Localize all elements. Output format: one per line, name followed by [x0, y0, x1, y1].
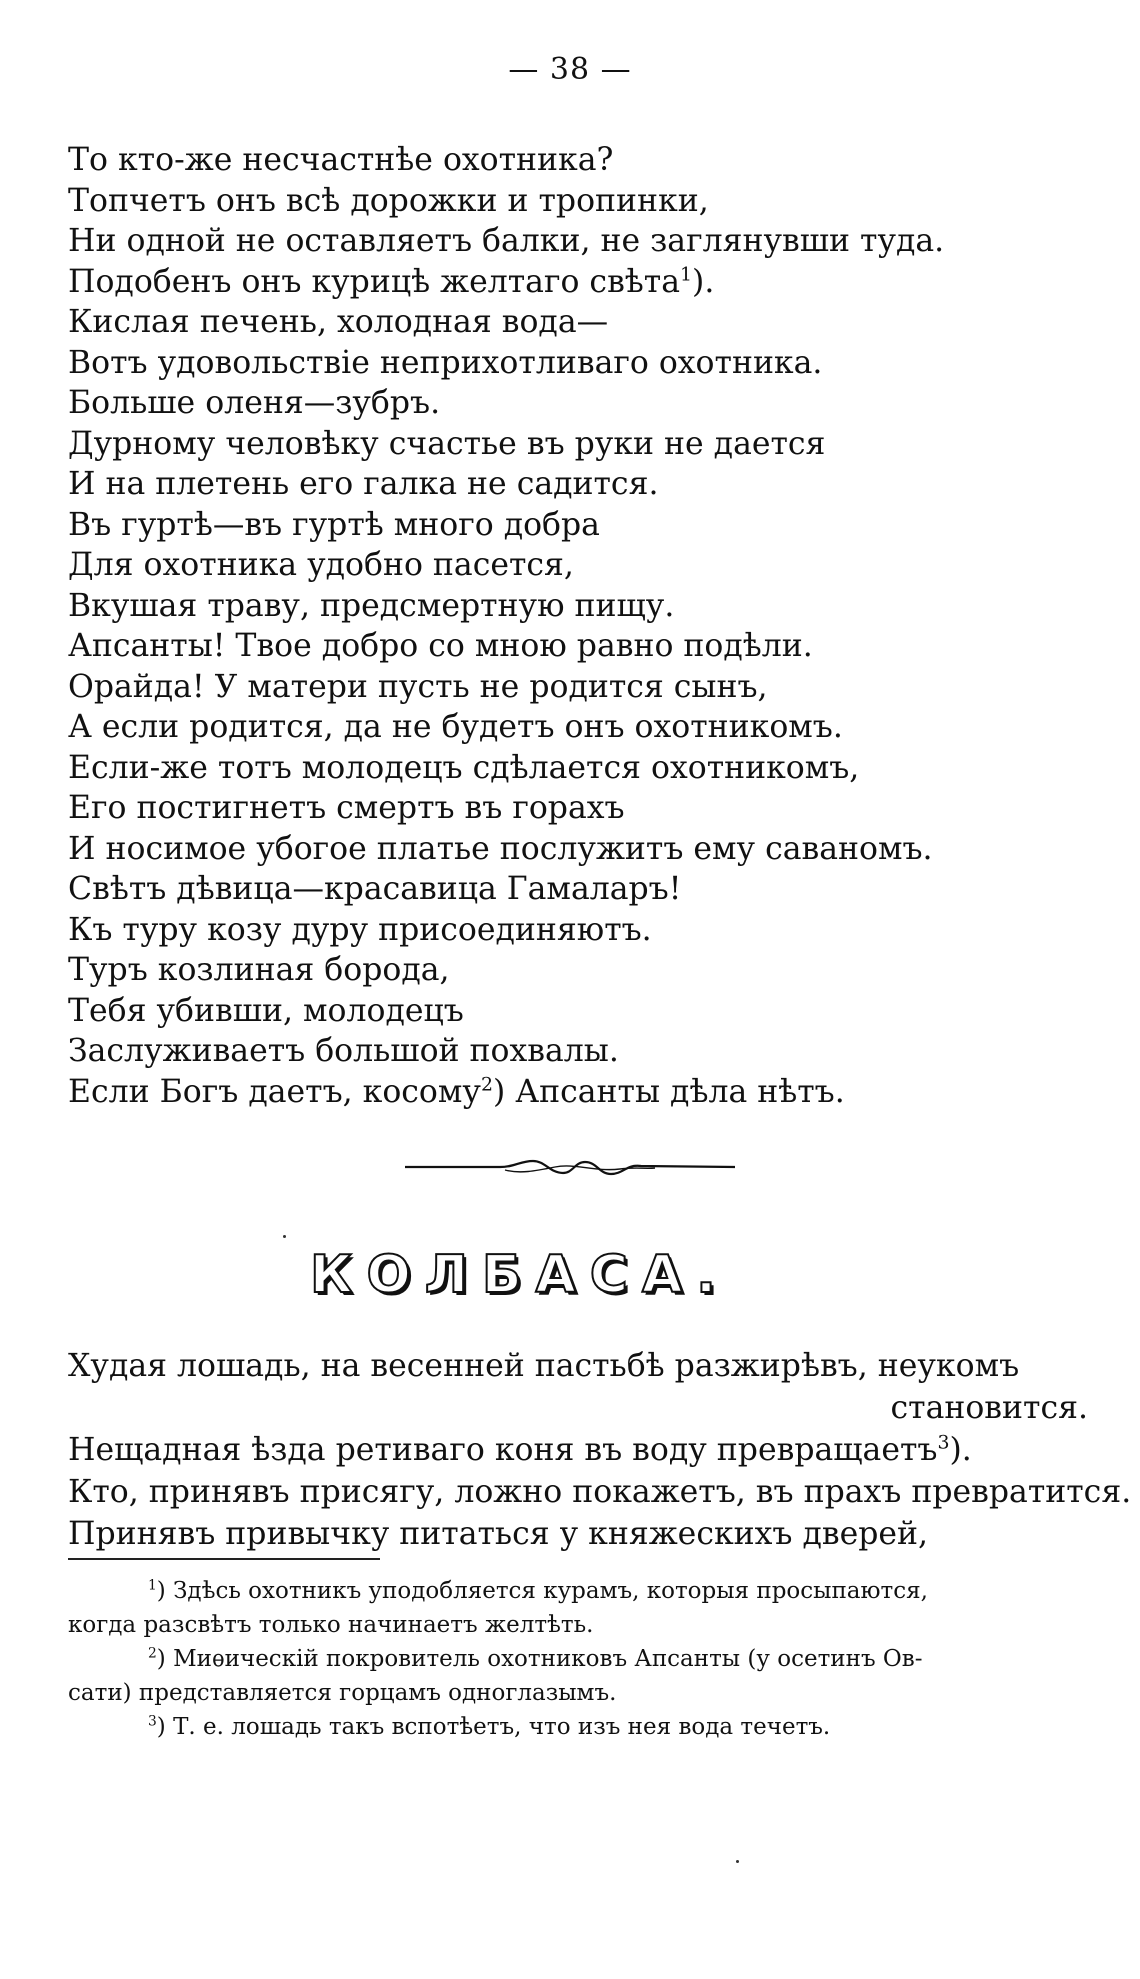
poem-line-text: И носимое убогое платье послужитъ ему саваномъ.	[68, 830, 933, 867]
prose-line	[68, 1513, 1088, 1555]
footnote	[68, 1574, 1088, 1642]
footnote-marker: 1	[680, 263, 693, 285]
poem-line-text: Если Богъ даетъ, косому	[68, 1073, 481, 1110]
poem-line-text: То кто-же несчастнѣе охотника?	[68, 142, 614, 178]
poem-line	[68, 788, 1088, 829]
prose-line-text: Нещадная ѣзда ретиваго коня въ воду превращаетъ	[68, 1432, 938, 1468]
poem-line-text: Въ гуртѣ—въ гуртѣ много добра	[68, 506, 600, 543]
poem-line	[68, 707, 1088, 748]
footnote-text: сати) представляется горцамъ одноглазымъ.	[68, 1680, 617, 1706]
footnote-line	[68, 1676, 1088, 1710]
poem-line-text: Заслуживаетъ большой похвалы.	[68, 1033, 619, 1069]
footnotes	[68, 1574, 1088, 1744]
poem-line-text: Кислая печень, холодная вода—	[68, 304, 609, 340]
footnote-line	[68, 1608, 1088, 1642]
footnote-text: Миѳическій покровитель охотниковъ Апсанты (у осетинъ Ов-	[173, 1646, 923, 1672]
footnote	[68, 1642, 1088, 1710]
prose-line	[68, 1387, 1088, 1429]
poem-line-text: И на плетень его галка не садится.	[68, 466, 659, 502]
print-speck	[736, 1860, 739, 1863]
poem-line-text: Для охотника удобно пасется,	[68, 547, 574, 583]
poem-line-text: Тебя убивши, молодецъ	[68, 992, 464, 1029]
footnote-text: Т. е. лошадь такъ вспотѣетъ, что изъ нея вода течетъ.	[173, 1714, 831, 1740]
poem-line	[68, 383, 1088, 424]
poem-line-text: Свѣтъ дѣвица—красавица Гамаларъ!	[68, 871, 682, 907]
footnote-marker: 3	[937, 1431, 950, 1454]
footnote-rule	[68, 1558, 380, 1560]
footnote-line: $^1$) Здѣсь охотникъ уподобляется курамъ, которыя просыпаются,	[148, 1577, 928, 1604]
poem-line-text: А если родится, да не будетъ онъ охотникомъ.	[68, 709, 843, 745]
poem-line	[68, 586, 1088, 627]
poem-line-text: Его постигнетъ смертъ въ горахъ	[68, 790, 625, 826]
section-title: КОЛБАСА.	[310, 1245, 730, 1305]
poem-line	[68, 424, 1088, 465]
footnote	[68, 1710, 1088, 1744]
poem-line-text: Къ туру козу дуру присоединяютъ.	[68, 911, 652, 948]
poem-line	[68, 748, 1088, 789]
prose-line-text: Кто, принявъ присягу, ложно покажетъ, въ прахъ превратится.	[68, 1474, 1132, 1510]
poem-line	[68, 910, 1088, 951]
poem-line	[68, 464, 1088, 505]
footnote-number: 1	[148, 1577, 157, 1594]
poem-line	[68, 1072, 1088, 1113]
ornament-divider	[405, 1152, 735, 1182]
footnote-text: когда разсвѣтъ только начинаетъ желтѣть.	[68, 1612, 594, 1638]
poem-line	[68, 262, 1088, 303]
print-speck	[283, 1235, 286, 1238]
poem-line-text: Вотъ удовольствіе неприхотливаго охотника.	[68, 344, 823, 381]
footnote-number: 3	[148, 1713, 157, 1730]
poem-line-text: Если-же тотъ молодецъ сдѣлается охотникомъ,	[68, 749, 860, 786]
page-number: — 38 —	[508, 52, 632, 87]
poem-line	[68, 343, 1088, 384]
poem-line	[68, 829, 1088, 870]
footnote-text: Здѣсь охотникъ уподобляется курамъ, которыя просыпаются,	[173, 1578, 928, 1604]
poem-line	[68, 545, 1088, 586]
poem-line	[68, 869, 1088, 910]
poem	[68, 140, 1088, 1112]
poem-line-text-after: ) Апсанты дѣла нѣтъ.	[492, 1073, 845, 1110]
poem-line-text: Больше оленя—зубръ.	[68, 385, 441, 421]
poem-line-text: Подобенъ онъ курицѣ желтаго свѣта	[68, 263, 681, 300]
footnote-marker: 2	[480, 1073, 493, 1095]
poem-line	[68, 1031, 1088, 1072]
prose-line-text: Принявъ привычку питаться у княжескихъ дверей,	[68, 1516, 929, 1552]
footnote-line: $^2$) Миѳическій покровитель охотниковъ Апсанты (у осетинъ Ов-	[148, 1645, 923, 1672]
poem-line-text: Ни одной не оставляетъ балки, не заглянувши туда.	[68, 223, 945, 259]
poem-line	[68, 626, 1088, 667]
prose-text	[68, 1345, 1132, 1555]
prose-line-text-after: ).	[949, 1432, 972, 1468]
poem-line-text: Топчетъ онъ всѣ дорожки и тропинки,	[68, 182, 709, 219]
poem-line	[68, 181, 1088, 222]
prose-line	[68, 1429, 1088, 1471]
poem-line	[68, 667, 1088, 708]
poem-line	[68, 950, 1088, 991]
poem-line	[68, 505, 1088, 546]
footnote-line: $^3$) Т. е. лошадь такъ вспотѣетъ, что изъ нея вода течетъ.	[148, 1713, 831, 1740]
prose-line	[68, 1345, 1088, 1387]
poem-line-text: Орайда! У матери пусть не родится сынъ,	[68, 668, 768, 705]
poem-line-text: Туръ козлиная борода,	[68, 952, 450, 988]
poem-line-text-after: ).	[692, 263, 715, 300]
poem-line	[68, 140, 1088, 181]
poem-line-text: Апсанты! Твое добро со мною равно подѣли.	[68, 628, 813, 664]
poem-line	[68, 221, 1088, 262]
poem-line-text: Вкушая траву, предсмертную пищу.	[68, 587, 675, 624]
prose-line	[68, 1471, 1132, 1513]
poem-line	[68, 991, 1088, 1032]
prose-line-text: становится.	[890, 1390, 1088, 1426]
footnote-number: 2	[148, 1645, 157, 1662]
poem-line-text: Дурному человѣку счастье въ руки не дается	[68, 425, 826, 462]
poem-line	[68, 302, 1088, 343]
prose-line-text: Худая лошадь, на весенней пастьбѣ разжирѣвъ, неукомъ	[68, 1348, 1020, 1384]
